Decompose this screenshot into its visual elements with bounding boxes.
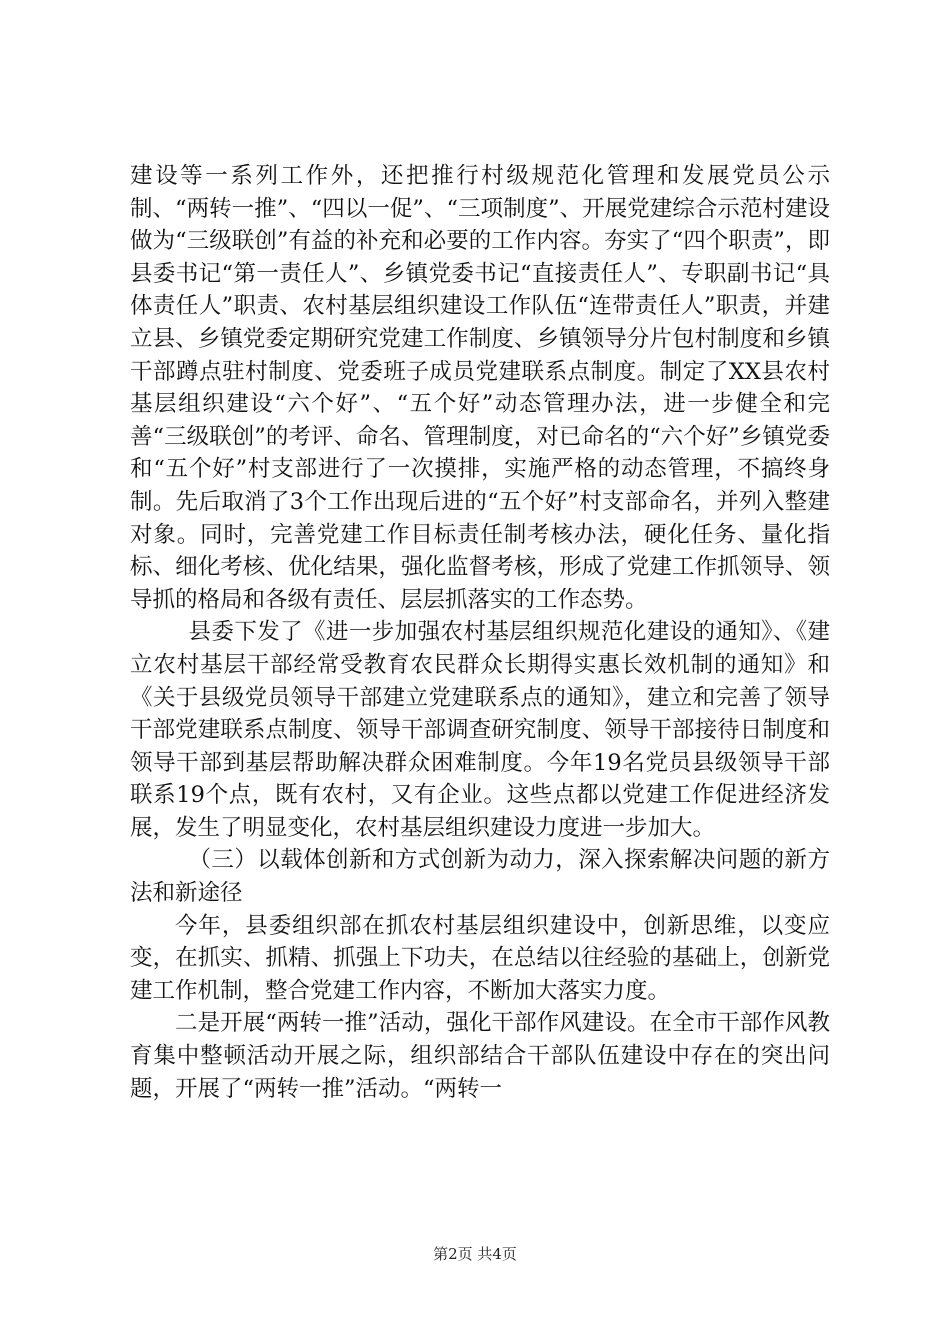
paragraph-2: 县委下发了《进一步加强农村基层组织规范化建设的通知》、《建立农村基层干部经常受教育农民群众长期得实惠长效机制的通知》和《关于县级党员领导干部建立党建联系点的通知》，建立和完善了领导干部党建联系点制度、领导干部调查研究制度、领导干部接待日制度和领导干部到基层帮助解决群众困难制度。今年19名党员县级领导干部联系19个点，既有农村，又有企业。这些点都以党建工作促进经济发展，发生了明显变化，农村基层组织建设力度进一步加大。 [130,619,830,841]
page-number-footer: 第2页 共4页 [433,1245,517,1263]
paragraph-4: 二是开展“两转一推”活动，强化干部作风建设。在全市干部作风教育集中整顿活动开展之际，组织部结合干部队伍建设中存在的突出问题，开展了“两转一推”活动。“两转一 [130,1010,830,1102]
paragraph-3: 今年，县委组织部在抓农村基层组织建设中，创新思维，以变应变，在抓实、抓精、抓强上下功夫，在总结以往经验的基础上，创新党建工作机制，整合党建工作内容，不断加大落实力度。 [130,912,830,1004]
document-body [130,160,830,1105]
section-heading: （三）以载体创新和方式创新为动力，深入探索解决问题的新方法和新途径 [130,847,830,907]
paragraph-1: 建设等一系列工作外，还把推行村级规范化管理和发展党员公示制、“两转一推”、“四以一促”、“三项制度”、开展党建综合示范村建设做为“三级联创”有益的补充和必要的工作内容。夯实了“四个职责”，即县委书记“第一责任人”、乡镇党委书记“直接责任人”、专职副书记“具体责任人”职责、农村基层组织建设工作队伍“连带责任人”职责，并建立县、乡镇党委定期研究党建工作制度、乡镇领导分片包村制度和乡镇干部蹲点驻村制度、党委班子成员党建联系点制度。制定了XX县农村基层组织建设“六个好”、“五个好”动态管理办法，进一步健全和完善“三级联创”的考评、命名、管理制度，对已命名的“六个好”乡镇党委和“五个好”村支部进行了一次摸排，实施严格的动态管理，不搞终身制。先后取消了3个工作出现后进的“五个好”村支部命名，并列入整建对象。同时，完善党建工作目标责任制考核办法，硬化任务、量化指标、细化考核、优化结果，强化监督考核，形成了党建工作抓领导、领导抓的格局和各级有责任、层层抓落实的工作态势。 [130,163,830,613]
